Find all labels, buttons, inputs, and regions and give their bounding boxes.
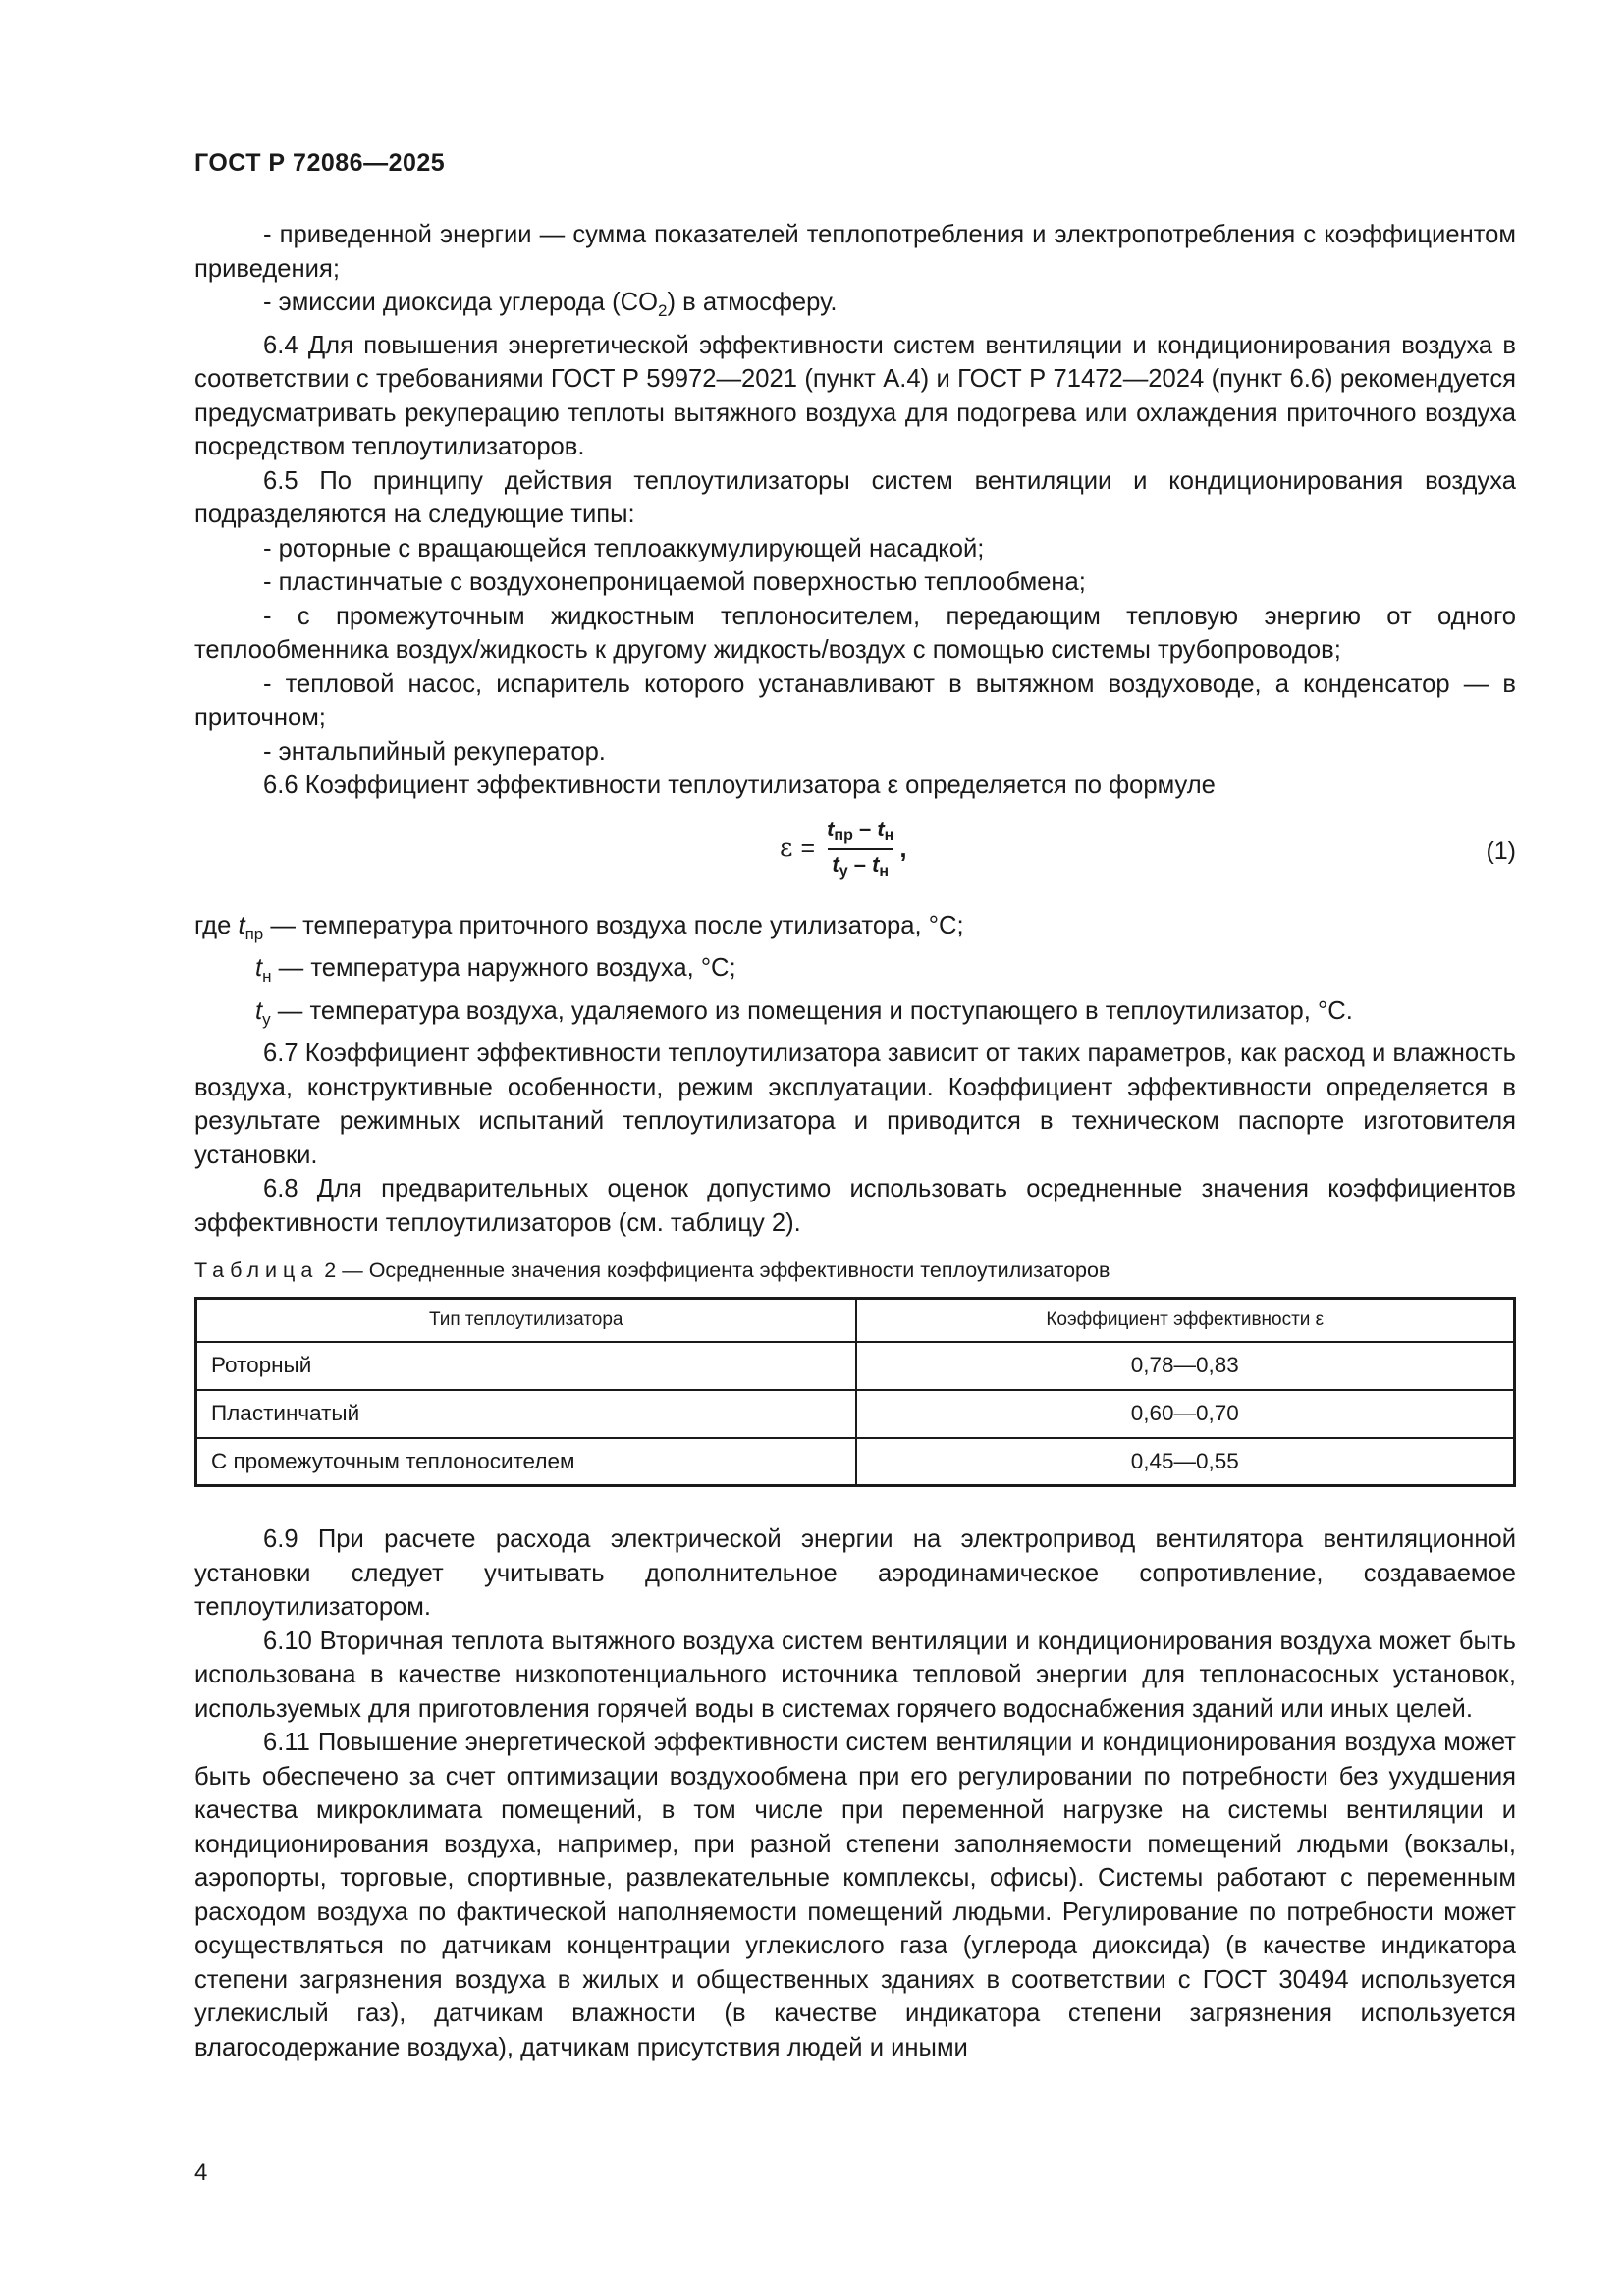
cell-value: 0,78—0,83 <box>856 1342 1515 1390</box>
document-header: ГОСТ Р 72086—2025 <box>194 149 446 177</box>
paragraph-6-7: 6.7 Коэффициент эффективности теплоутилизатора зависит от таких параметров, как расход и влажность воздуха, конструктивные особенности, режим эксплуатации. Коэффициент эффективности определяется в результате режимных испытаний теплоутилизатора и приводится в техническом паспорте изготовителя установки. <box>194 1040 1516 1169</box>
formula-number: (1) <box>1486 836 1516 865</box>
formula-equals: = <box>800 834 816 863</box>
document-body <box>194 218 1516 2064</box>
formula-block <box>194 807 1516 909</box>
cell-value: 0,45—0,55 <box>856 1438 1515 1486</box>
list-item-plate: - пластинчатые с воздухонепроницаемой поверхностью теплообмена; <box>263 568 1086 597</box>
table-row <box>196 1390 1515 1438</box>
formula-comma: , <box>899 833 907 864</box>
efficiency-table <box>194 1297 1516 1487</box>
legend-t-supply: где $t_{пр}$ — температура приточного воздуха после утилизатора, °C; <box>194 911 964 943</box>
table-row <box>196 1438 1515 1486</box>
page-number: 4 <box>194 2160 208 2186</box>
list-item-primary-energy: - приведенной энергии — сумма показателей теплопотребления и электропотребления с коэффициентом приведения; <box>194 221 1516 283</box>
formula-numerator: $t_{пр} - t_н$ <box>827 816 894 844</box>
formula-lhs: ε <box>780 833 793 864</box>
list-item-heat-pump: - тепловой насос, испаритель которого устанавливают в вытяжном воздуховоде, а конденсатор — в приточном; <box>194 669 1516 732</box>
cell-type: Пластинчатый <box>196 1390 856 1438</box>
formula-denominator: $t_у - t_н$ <box>828 848 893 880</box>
table-header-row <box>196 1299 1515 1342</box>
paragraph-6-4: 6.4 Для повышения энергетической эффективности систем вентиляции и кондиционирования воздуха в соответствии с требованиями ГОСТ Р 59972—2021 (пункт А.4) и ГОСТ Р 71472—2024 (пункт 6.6) рекомендуется предусматривать рекуперацию теплоты вытяжного воздуха для подогрева или охлаждения приточного воздуха посредством теплоутилизаторов. <box>194 331 1516 461</box>
list-item-co2-emission: - эмиссии диоксида углерода $(CO_2)$ в атмосферу. <box>263 289 838 321</box>
paragraph-6-6: 6.6 Коэффициент эффективности теплоутилизатора ε определяется по формуле <box>263 772 1216 800</box>
paragraph-6-11: 6.11 Повышение энергетической эффективности систем вентиляции и кондиционирования воздуха может быть обеспечено за счет оптимизации воздухообмена при его регулировании по потребности без ухудшения качества микроклимата помещений, в том числе при переменной нагрузке на системы вентиляции и кондиционирования воздуха, например, при разной степени заполняемости помещений людьми (вокзалы, аэропорты, торговые, спортивные, развлекательные комплексы, офисы). Системы работают с переменным расходом воздуха по фактической наполняемости помещений людьми. Регулирование по потребности может осуществляться по датчикам концентрации углекислого газа (углерода диоксида) (в качестве индикатора степени загрязнения воздуха в жилых и общественных зданиях в соответствии с ГОСТ 30494 используется углекислый газ), датчикам влажности (в качестве индикатора степени загрязнения используется влагосодержание воздуха), датчикам присутствия людей и иными <box>194 1729 1516 2061</box>
paragraph-6-10: 6.10 Вторичная теплота вытяжного воздуха систем вентиляции и кондиционирования воздуха может быть использована в качестве низкопотенциального источника тепловой энергии для теплонасосных установок, используемых для приготовления горячей воды в системах горячего водоснабжения зданий или иных целей. <box>194 1627 1516 1723</box>
column-header-type: Тип теплоутилизатора <box>196 1299 856 1342</box>
table-caption: Таблица 2 — Осредненные значения коэффициента эффективности теплоутилизаторов <box>194 1258 1110 1283</box>
list-item-intermediate: - с промежуточным жидкостным теплоносителем, передающим тепловую энергию от одного теплообменника воздух/жидкость к другому жидкость/воздух с помощью системы трубопроводов; <box>194 602 1516 665</box>
cell-type: Роторный <box>196 1342 856 1390</box>
efficiency-formula <box>780 816 907 880</box>
legend-t-exhaust: $t_у$ — температура воздуха, удаляемого из помещения и поступающего в теплоутилизатор, °C. <box>255 996 1353 1029</box>
table-row <box>196 1342 1515 1390</box>
formula-fraction <box>823 816 897 880</box>
cell-value: 0,60—0,70 <box>856 1390 1515 1438</box>
column-header-coefficient: Коэффициент эффективности ε <box>856 1299 1515 1342</box>
paragraph-6-8: 6.8 Для предварительных оценок допустимо использовать осредненные значения коэффициентов эффективности теплоутилизаторов (см. таблицу 2). <box>194 1175 1516 1237</box>
legend-t-outdoor: $t_н$ — температура наружного воздуха, °C; <box>255 954 736 987</box>
list-item-enthalpy: - энтальпийный рекуператор. <box>263 737 606 766</box>
mid-paragraphs <box>194 329 1516 803</box>
paragraph-6-5: 6.5 По принципу действия теплоутилизаторы систем вентиляции и кондиционирования воздуха подразделяются на следующие типы: <box>194 466 1516 529</box>
formula-legend <box>194 909 1516 1038</box>
paragraph-6-9: 6.9 При расчете расхода электрической энергии на электропривод вентилятора вентиляционной установки следует учитывать дополнительное аэродинамическое сопротивление, создаваемое теплоутилизатором. <box>194 1525 1516 1622</box>
cell-type: С промежуточным теплоносителем <box>196 1438 856 1486</box>
list-item-rotary: - роторные с вращающейся теплоаккумулирующей насадкой; <box>263 534 985 562</box>
